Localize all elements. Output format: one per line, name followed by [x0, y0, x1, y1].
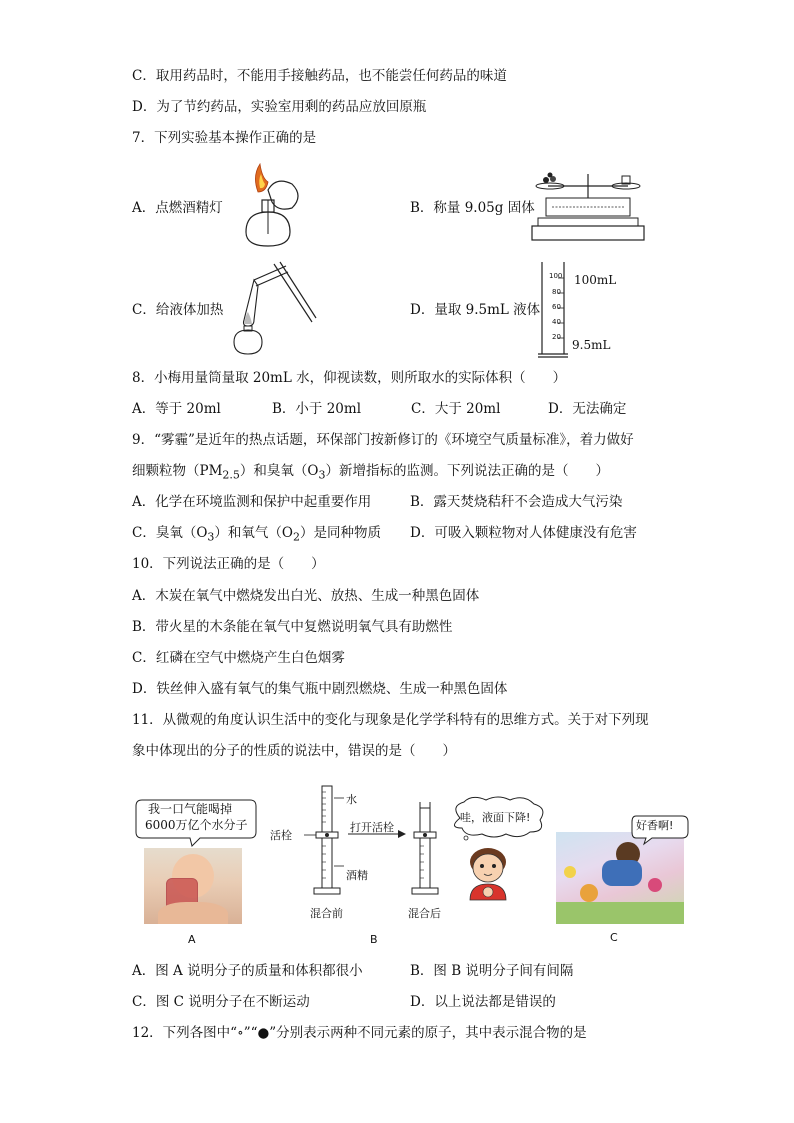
q6-option-d: D．为了节约药品，实验室用剩的药品应放回原瓶: [132, 99, 427, 115]
figure-b-valve-label: 活栓: [270, 829, 292, 842]
q9-option-d: D．可吸入颗粒物对人体健康没有危害: [410, 525, 637, 541]
q9-stem-line1: 9．“雾霾”是近年的热点话题，环保部门按新修订的《环境空气质量标准》，着力做好: [132, 432, 634, 448]
q9-option-a: A．化学在环境监测和保护中起重要作用: [132, 494, 372, 510]
q10-stem: 10．下列说法正确的是（ ）: [132, 556, 325, 572]
q9-o3-subscript: 3: [318, 468, 326, 482]
figure-b-caption: B: [370, 933, 378, 946]
alcohol-lamp-figure: [228, 162, 308, 252]
q12-stem: 12．下列各图中“∘”“●”分别表示两种不同元素的原子，其中表示混合物的是: [132, 1025, 587, 1041]
q8-option-a: A．等于 20ml: [132, 401, 221, 417]
figure-c-bubble-text: 好香啊!: [636, 819, 674, 832]
q11-option-d: D．以上说法都是错误的: [410, 994, 556, 1010]
q8-option-c: C．大于 20ml: [411, 401, 501, 417]
cylinder-tick-40: 40: [552, 318, 561, 326]
q9-opt-c-sub1: 3: [207, 530, 215, 544]
q7-option-c: C．给液体加热: [132, 302, 224, 318]
q10-option-c: C．红磷在空气中燃烧产生白色烟雾: [132, 650, 345, 666]
q9-pm-subscript: 2.5: [222, 468, 240, 482]
q11-stem-line2: 象中体现出的分子的性质的说法中，错误的是（ ）: [132, 743, 456, 759]
q9-opt-c-part-c: ）是同种物质: [299, 525, 381, 541]
balance-figure: [528, 164, 648, 244]
cylinder-tick-100: 100: [549, 272, 563, 280]
q8-option-d: D．无法确定: [548, 401, 627, 417]
figure-a-bubble-line1: 我一口气能喝掉: [148, 802, 233, 816]
q7-option-d: D．量取 9.5mL 液体: [410, 302, 541, 318]
q9-option-c: [132, 523, 381, 548]
cylinder-tick-20: 20: [552, 333, 561, 341]
q10-option-b: B．带火星的木条能在氧气中复燃说明氧气具有助燃性: [132, 619, 453, 635]
figure-b-open-label: 打开活栓: [350, 821, 394, 834]
figure-b-alcohol-label: 酒精: [346, 869, 368, 882]
q9-opt-c-sub2: 2: [292, 530, 300, 544]
q7-option-b: B．称量 9.05g 固体: [410, 200, 535, 216]
figure-c-caption: C: [610, 931, 618, 944]
q9-opt-c-part-a: C．臭氧（O: [132, 525, 208, 541]
q8-option-b: B．小于 20ml: [272, 401, 362, 417]
q9-stem-line2: [132, 461, 609, 486]
q7-option-a: A．点燃酒精灯: [132, 200, 223, 216]
figure-b-boy-cartoon: [458, 842, 518, 902]
q11-option-b: B．图 B 说明分子间有间隔: [410, 963, 574, 979]
figure-a-baby-photo: [144, 848, 242, 924]
figure-b-water-label: 水: [346, 793, 357, 806]
q10-option-a: A．木炭在氧气中燃烧发出白光、放热、生成一种黑色固体: [132, 588, 480, 604]
figure-c-flower-photo: [556, 832, 684, 924]
q9-opt-c-part-b: ）和氧气（O: [214, 525, 293, 541]
heating-liquid-figure: [224, 260, 314, 360]
figure-b-after-label: 混合后: [408, 907, 441, 920]
q11-stem-line1: 11．从微观的角度认识生活中的变化与现象是化学学科特有的思维方式。关于对下列现: [132, 712, 649, 728]
cylinder-tick-80: 80: [552, 288, 561, 296]
q9-stem-part-a: 细颗粒物（PM: [132, 463, 223, 479]
figure-a-caption: A: [188, 933, 196, 946]
q9-stem-part-b: ）和臭氧（O: [239, 463, 319, 479]
figure-b-before-label: 混合前: [310, 907, 343, 920]
cylinder-tick-60: 60: [552, 303, 561, 311]
q9-stem-part-c: ）新增指标的监测。下列说法正确的是（ ）: [325, 463, 609, 479]
q9-option-b: B．露天焚烧秸秆不会造成大气污染: [410, 494, 623, 510]
q8-stem: 8．小梅用量筒量取 20mL 水，仰视读数，则所取水的实际体积（ ）: [132, 370, 567, 386]
q11-option-a: A．图 A 说明分子的质量和体积都很小: [132, 963, 363, 979]
q7-stem: 7．下列实验基本操作正确的是: [132, 130, 317, 146]
q6-option-c: C．取用药品时，不能用手接触药品，也不能尝任何药品的味道: [132, 68, 507, 84]
figure-b-bubble-text: 哇，液面下降!: [460, 811, 531, 824]
cylinder-top-label: 100mL: [574, 273, 617, 287]
figure-a-bubble-line2: 6000万亿个水分子: [145, 818, 248, 832]
q11-option-c: C．图 C 说明分子在不断运动: [132, 994, 310, 1010]
cylinder-bottom-label: 9.5mL: [572, 338, 611, 352]
q10-option-d: D．铁丝伸入盛有氧气的集气瓶中剧烈燃烧、生成一种黑色固体: [132, 681, 508, 697]
